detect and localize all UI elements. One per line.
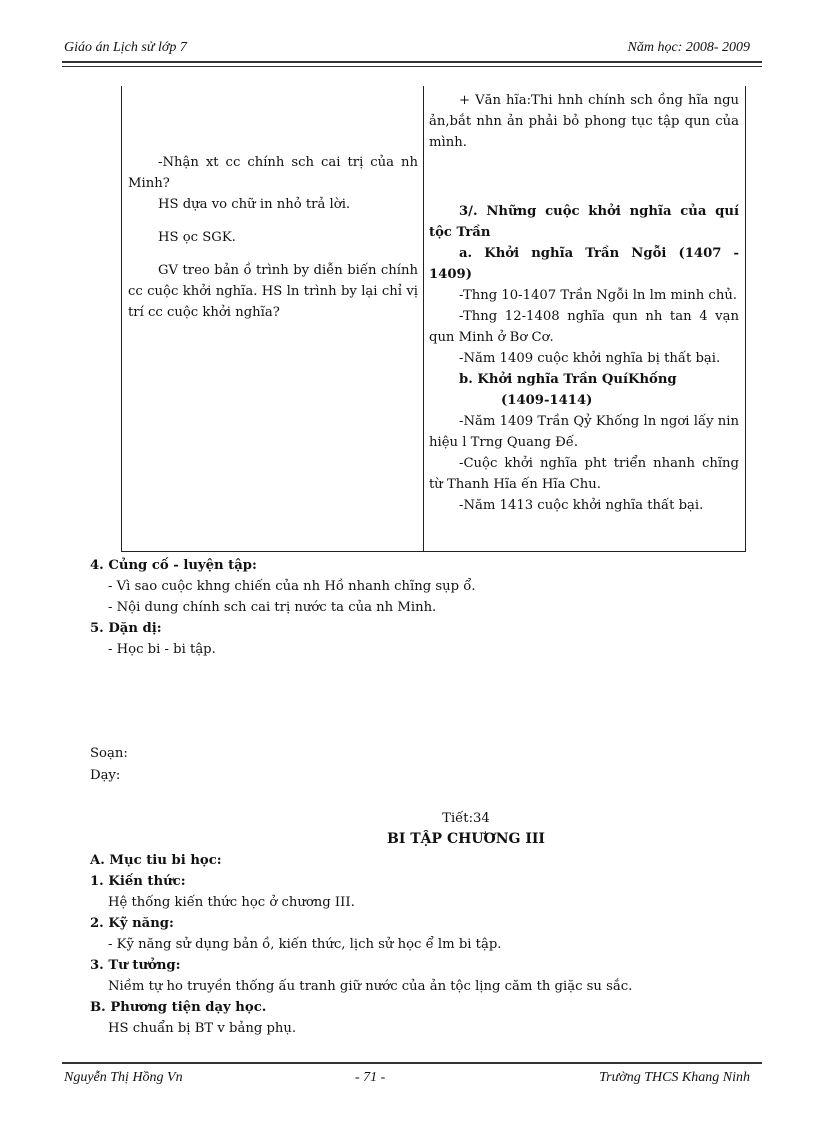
s5-title: 5. Dặn dị: <box>90 621 162 636</box>
b-title: B. Phương tiện dạy học. <box>90 1000 267 1015</box>
objectives-block <box>90 850 750 1039</box>
a1-title: 1. Kiến thức: <box>90 874 186 889</box>
soan-label: Soạn: <box>90 746 128 761</box>
right-sub-a: a. Khởi nghĩa Trần Ngỗi (1407 - 1409) <box>429 246 739 282</box>
footer-page-number: - 71 - <box>355 1070 386 1085</box>
table-right-column <box>429 90 739 516</box>
header-title: Giáo án Lịch sử lớp 7 <box>64 40 187 55</box>
b-text: HS chuẩn bị BT v bảng phụ. <box>108 1021 297 1036</box>
s4-item-2: - Nội dung chính sch cai trị nước ta của nh Minh. <box>108 600 437 615</box>
s4-item-1: - Vì sao cuộc khng chiến của nh Hồ nhanh chĩng sụp ổ. <box>108 579 476 594</box>
day-label: Dạy: <box>90 768 121 783</box>
right-a-3: -Năm 1409 cuộc khởi nghĩa bị thất bại. <box>459 351 721 366</box>
right-b-2: -Cuộc khởi nghĩa pht triển nhanh chĩng từ Thanh Hĩa ến Hĩa Chu. <box>429 456 739 492</box>
left-q4: GV treo bản ồ trình by diễn biến chính cc cuộc khởi nghĩa. HS ln trình by lại chỉ vị trí cc cuộc khởi nghĩa? <box>128 263 418 320</box>
s5-item-1: - Học bi - bi tập. <box>108 642 216 657</box>
a2-title: 2. Kỹ năng: <box>90 916 174 931</box>
footer-rule <box>62 1062 762 1064</box>
right-sub-b: b. Khởi nghĩa Trần QuíKhống <box>459 372 677 387</box>
table-left-column <box>128 152 418 323</box>
right-heading: 3/. Những cuộc khởi nghĩa của quí tộc Trần <box>429 204 739 240</box>
content-table <box>121 86 746 552</box>
s4-title: 4. Củng cố - luyện tập: <box>90 558 257 573</box>
a2-text: - Kỹ năng sử dụng bản ồ, kiến thức, lịch sử học ể lm bi tập. <box>108 937 502 952</box>
a3-text: Niềm tự ho truyền thống ấu tranh giữ nước của ản tộc lịng căm th giặc su sắc. <box>108 979 633 994</box>
tiet-label: Tiết:34 <box>442 811 490 826</box>
right-b-3: -Năm 1413 cuộc khởi nghĩa thất bại. <box>459 498 704 513</box>
header-year: Năm học: 2008- 2009 <box>627 40 750 55</box>
table-divider <box>423 86 424 551</box>
right-b-1: -Năm 1409 Trần Qỷ Khống ln ngơi lấy nin hiệu l Trng Quang Đế. <box>429 414 739 450</box>
right-sub-b2: (1409-1414) <box>501 393 593 408</box>
left-q2: HS dựa vo chữ in nhỏ trả lời. <box>158 197 351 212</box>
right-culture: + Văn hĩa:Thi hnh chính sch ồng hĩa ngu ản,bắt nhn ản phải bỏ phong tục tập qun của mình. <box>429 93 739 150</box>
left-q1: -Nhận xt cc chính sch cai trị của nh Minh? <box>128 155 418 191</box>
summary-block <box>90 555 750 660</box>
right-a-2: -Thng 12-1408 nghĩa qun nh tan 4 vạn qun Minh ở Bơ Cơ. <box>429 309 739 345</box>
a-title: A. Mục tiu bi học: <box>90 853 222 868</box>
a1-text: Hệ thống kiến thức học ở chương III. <box>108 895 355 910</box>
footer-author: Nguyễn Thị Hồng Vn <box>64 1070 183 1085</box>
right-a-1: -Thng 10-1407 Trần Ngỗi ln lm minh chủ. <box>459 288 737 303</box>
header-rule-top <box>62 61 762 63</box>
left-q3: HS ọc SGK. <box>158 230 236 245</box>
lesson-title: BI TẬP CHƯƠNG III <box>387 831 545 847</box>
a3-title: 3. Tư tưởng: <box>90 958 181 973</box>
header-rule-bottom <box>62 66 762 67</box>
footer-school: Trường THCS Khang Ninh <box>599 1070 750 1085</box>
